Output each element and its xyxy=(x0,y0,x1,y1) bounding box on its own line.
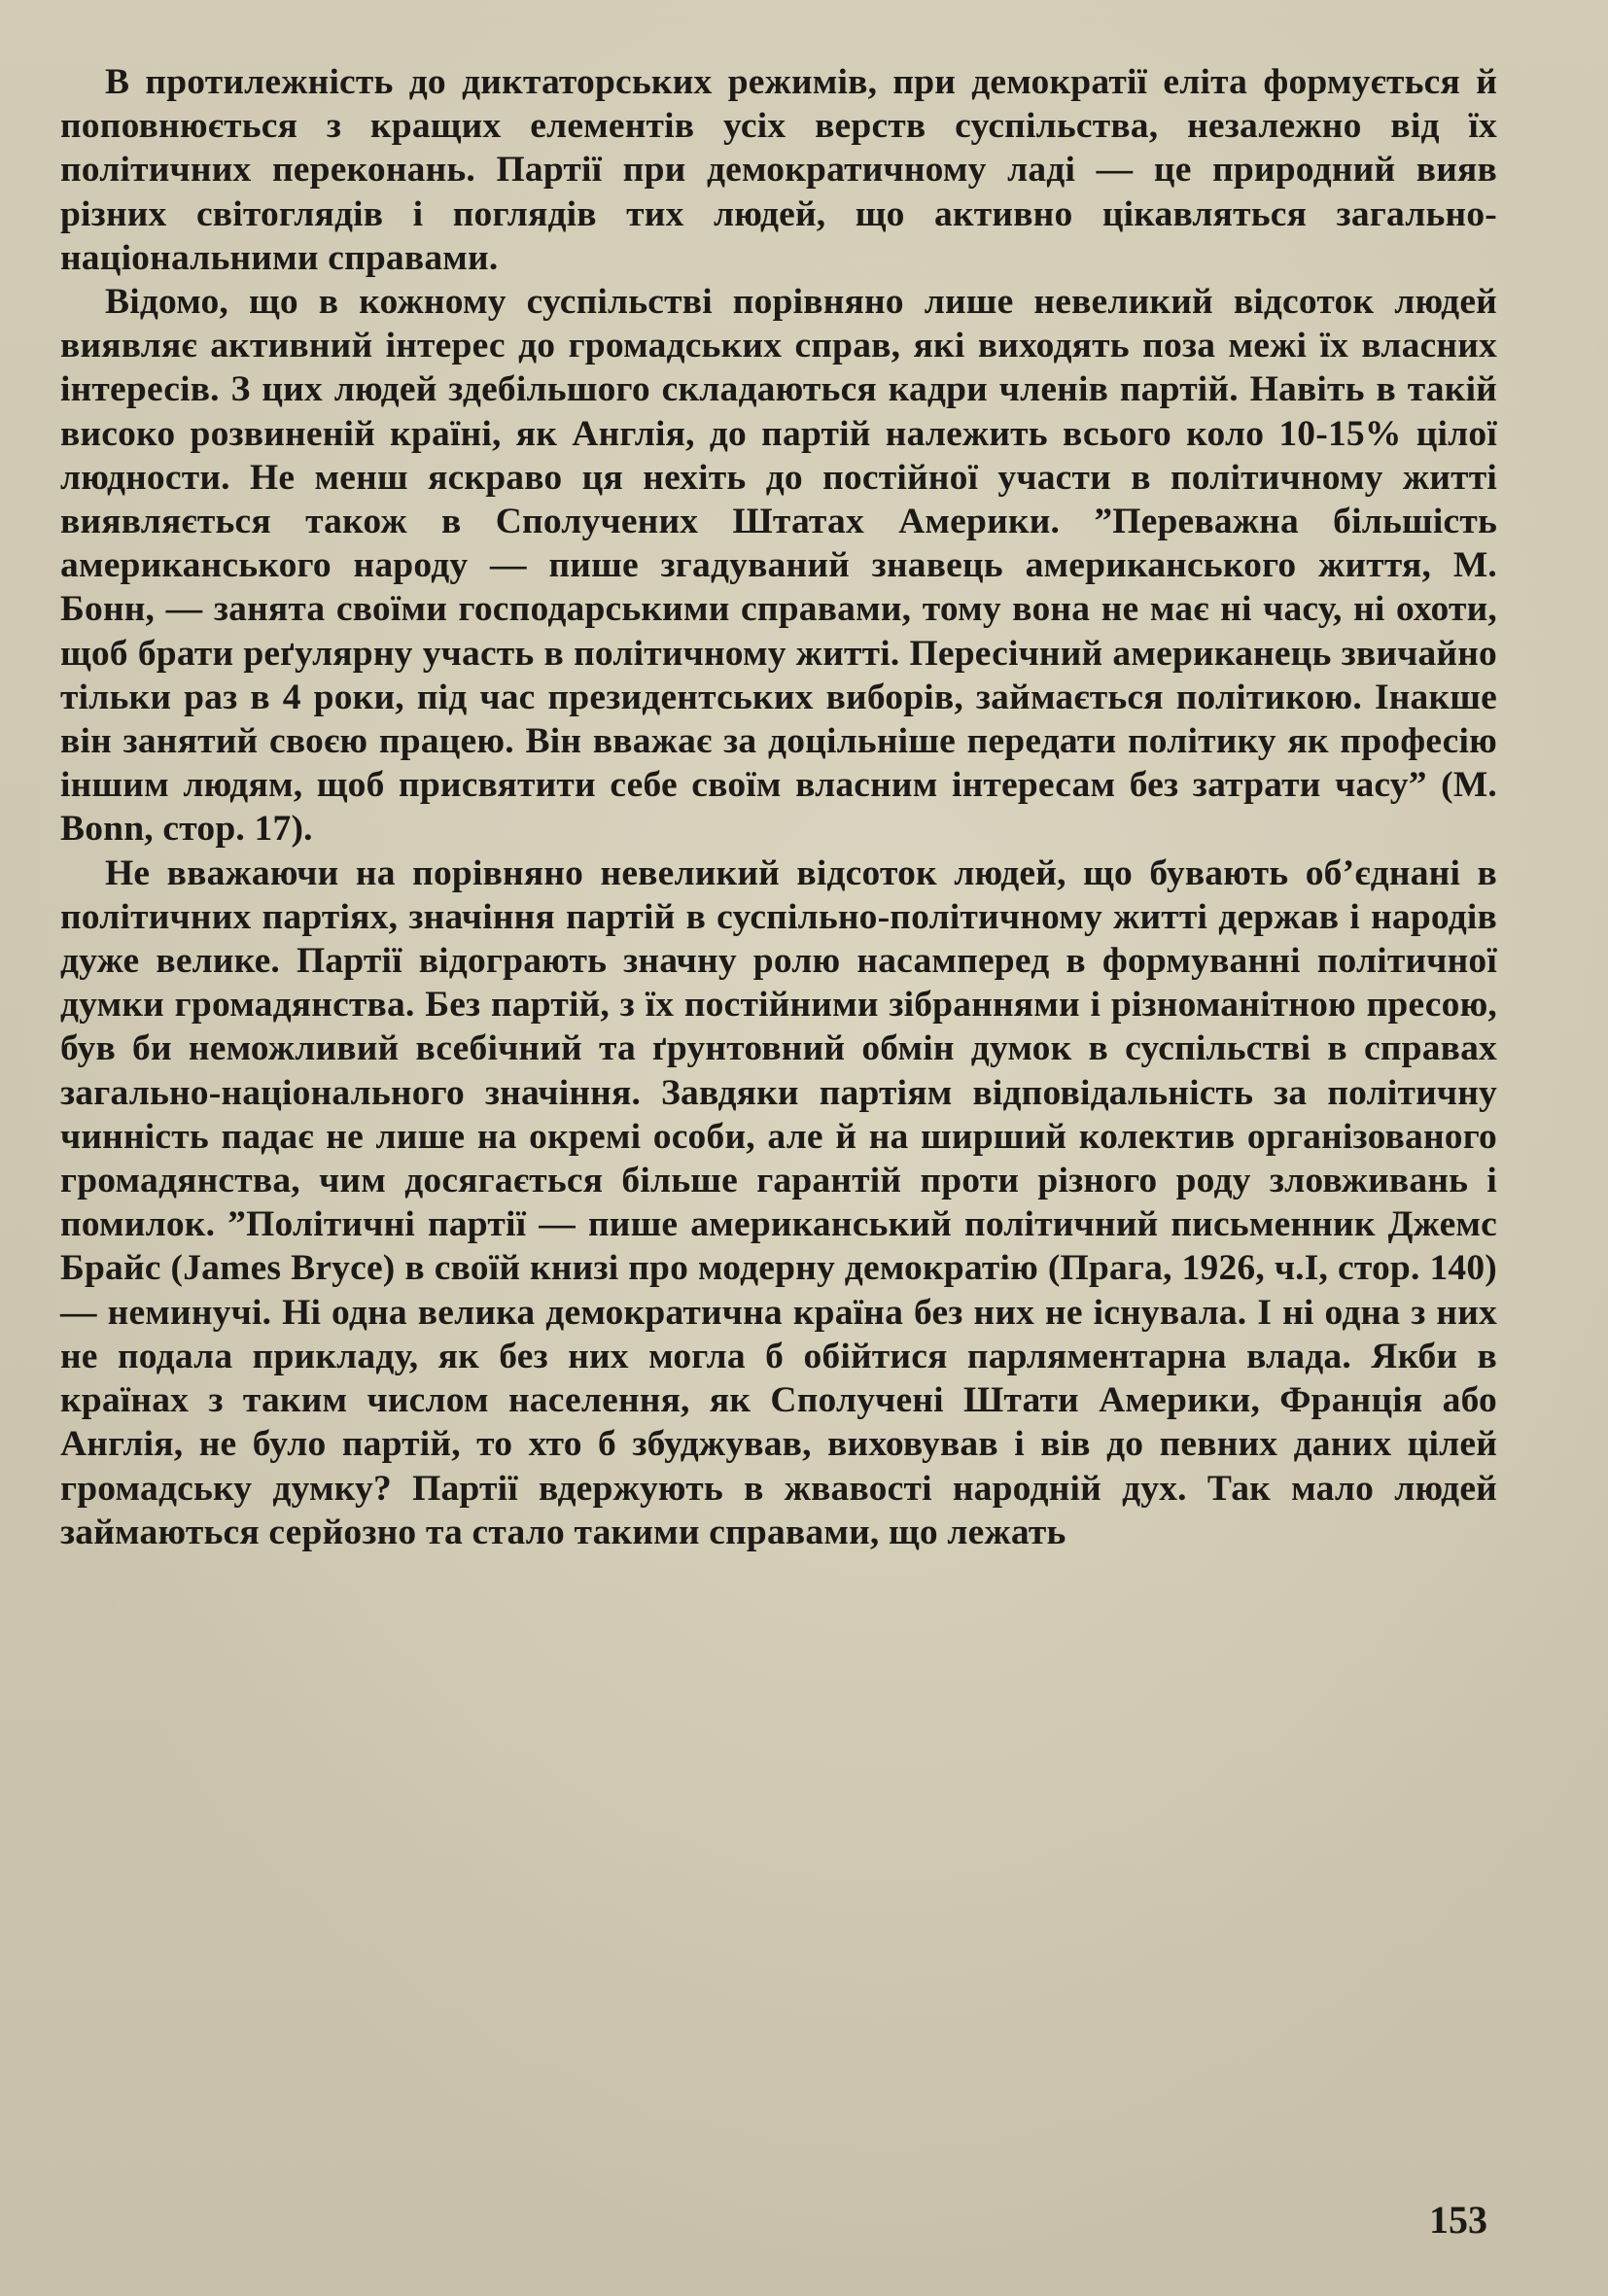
paragraph-1: В протилежність до диктаторських режимів, при демократії еліта формується й поповнюється з кращих елементів усіх верств суспільства, незалежно від їх політичних переконань. Партії при демократичному ладі — це природний вияв різних світоглядів і поглядів тих людей, що активно цікавляться загально-національними справами. xyxy=(60,62,1497,278)
paragraph-3: Не вважаючи на порівняно невеликий відсоток людей, що бувають об’єднані в політичних партіях, значіння партій в суспільно-політичному житті держав і народів дуже велике. Партії відограють значну ролю насамперед в формуванні політичної думки громадянства. Без партій, з їх постійними зібраннями і різноманітною пресою, був би неможливий всебічний та ґрунтовний обмін думок в суспільстві в справах загально-національного значіння. Завдяки партіям відповідальність за політичну чинність падає не лише на окремі особи, але й на ширший колектив організованого громадянства, чим досягається більше гарантій проти різного роду зловживань і помилок. ”Політичні партії — пише американський політичний письменник Джемс Брайс (James Bryce) в своїй книзі про модерну демократію (Прага, 1926, ч.I, стор. 140) — неминучі. Ні одна велика демократична країна без них не існувала. І ні одна з них не подала прикладу, як без них могла б обійтися парляментарна влада. Якби в країнах з таким числом населення, як Сполучені Штати Америки, Франція або Англія, не було партій, то хто б збуджував, виховував і вів до певних даних цілей громадську думку? Партії вдержують в жвавості народній дух. Так мало людей займаються серйозно та стало такими справами, що лежать xyxy=(60,852,1497,1552)
body-text xyxy=(60,60,1497,1554)
page-number: 153 xyxy=(1429,2198,1487,2242)
paragraph-2: Відомо, що в кожному суспільстві порівняно лише невеликий відсоток людей виявляє активний інтерес до громадських справ, які виходять поза межі їх власних інтересів. З цих людей здебільшого складаються кадри членів партій. Навіть в такій високо розвиненій країні, як Англія, до партій належить всього коло 10-15% цілої людности. Не менш яскраво ця нехіть до постійної участи в політичному житті виявляється також в Сполучених Штатах Америки. ”Переважна більшість американського народу — пише згадуваний знавець американського життя, М. Бонн, — занята своїми господарськими справами, тому вона не має ні часу, ні охоти, щоб брати реґулярну участь в політичному житті. Пересічний американець звичайно тільки раз в 4 роки, під час президентських виборів, займається політикою. Інакше він занятий своєю працею. Він вважає за доцільніше передати політику як професію іншим людям, щоб присвятити себе своїм власним інтересам без затрати часу” (M. Bonn, стор. 17). xyxy=(60,282,1497,850)
